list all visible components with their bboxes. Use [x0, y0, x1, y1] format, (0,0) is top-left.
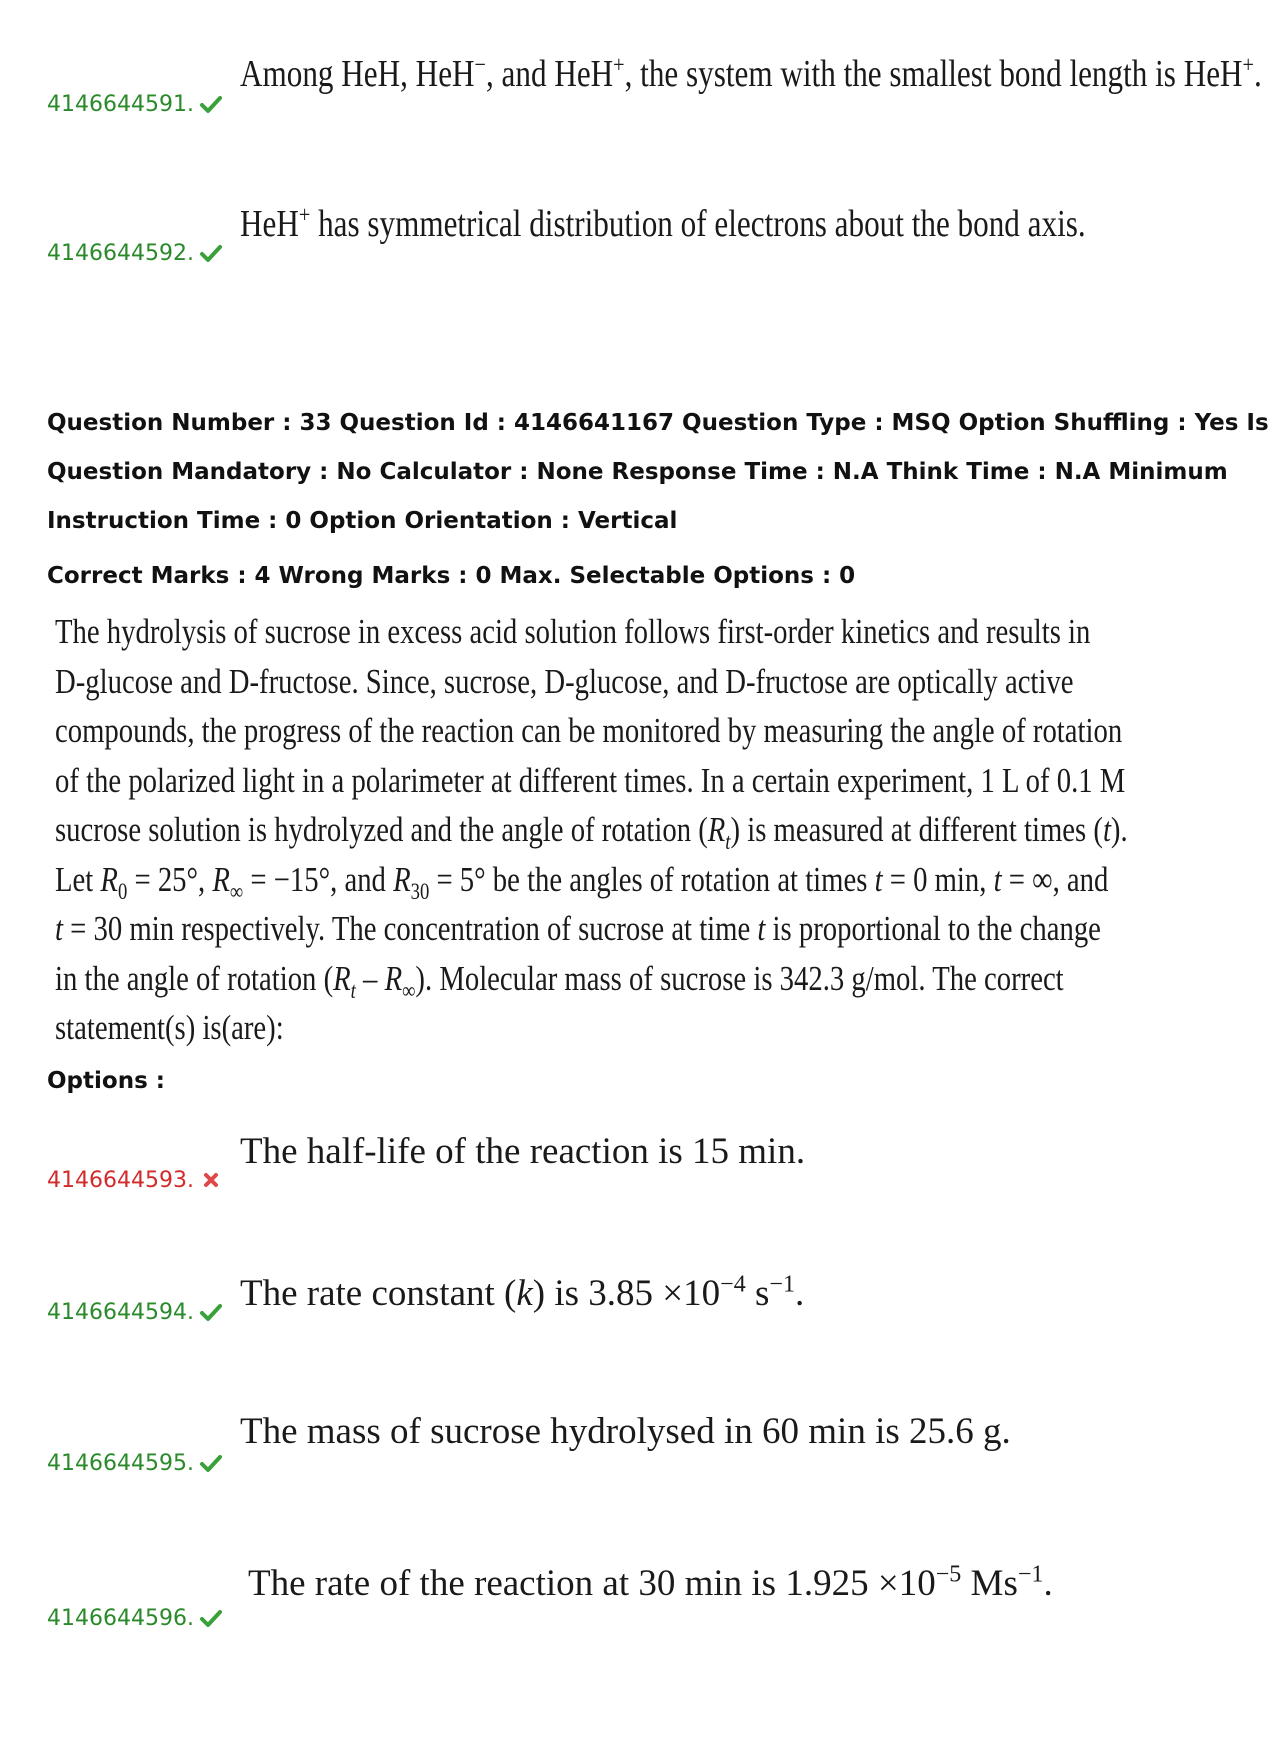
option-id: 4146644591.	[47, 92, 222, 117]
option-id: 4146644596.	[47, 1606, 222, 1631]
option-text: The mass of sucrose hydrolysed in 60 min is 25.6 g.	[240, 1411, 1011, 1452]
options-label: Options :	[47, 1068, 165, 1094]
option-text: Among HeH, HeH−, and HeH+, the system with the smallest bond length is HeH+.	[240, 51, 1262, 95]
option-text: The rate of the reaction at 30 min is $1.925 \times 10^{-5}$ $Ms^{-1}$.	[248, 1561, 1053, 1604]
option-text: HeH+ has symmetrical distribution of electrons about the bond axis.	[240, 201, 1086, 245]
check-icon	[200, 95, 222, 113]
option-text: The half-life of the reaction is 15 min.	[240, 1131, 806, 1172]
check-icon	[200, 1303, 222, 1321]
option-id: 4146644592.	[47, 241, 222, 266]
check-icon	[200, 244, 222, 262]
check-icon	[200, 1454, 222, 1472]
option-id: 4146644595.	[47, 1451, 222, 1476]
question-text: The hydrolysis of sucrose in excess acid solution follows first-order kinetics and results in D-glucose and D-fructose. Since, sucrose, D-glucose, and D-fructose are optically active compounds, the progress of the reaction can be monitored by measuring the angle of rotation of the polarized light in a polarimeter at different times. In a certain experiment, 1 L of 0.1 M sucrose solution is hydrolyzed and the angle of rotation $(R_t)$ is measured at different times (t). Let $R_0 = 25^\circ$, $R_\infty = -15^\circ$, and $R_{30} = 5^\circ$ be the angles of rotation at times t = 0 min, t = ∞, and t = 30 min respectively. The concentration of sucrose at time t is proportional to the change in the angle of rotation $(R_t - R_\infty)$. Molecular mass of sucrose is 342.3 g/mol. The correct statement(s) is(are):	[55, 612, 1128, 1047]
question-meta-line: Instruction Time : 0 Option Orientation : Vertical	[47, 508, 678, 534]
question-meta-line: Question Number : 33 Question Id : 4146641167 Question Type : MSQ Option Shuffling : Yes Is	[47, 410, 1269, 436]
option-id: 4146644593.	[47, 1168, 222, 1193]
cross-icon	[200, 1171, 222, 1189]
option-id: 4146644594.	[47, 1300, 222, 1325]
check-icon	[200, 1609, 222, 1627]
question-meta-line: Question Mandatory : No Calculator : None Response Time : N.A Think Time : N.A Minimum	[47, 459, 1228, 485]
question-marks-line: Correct Marks : 4 Wrong Marks : 0 Max. Selectable Options : 0	[47, 563, 856, 589]
option-text: The rate constant (k) is $3.85 \times 10^{-4}$ $s^{-1}$.	[240, 1271, 805, 1314]
